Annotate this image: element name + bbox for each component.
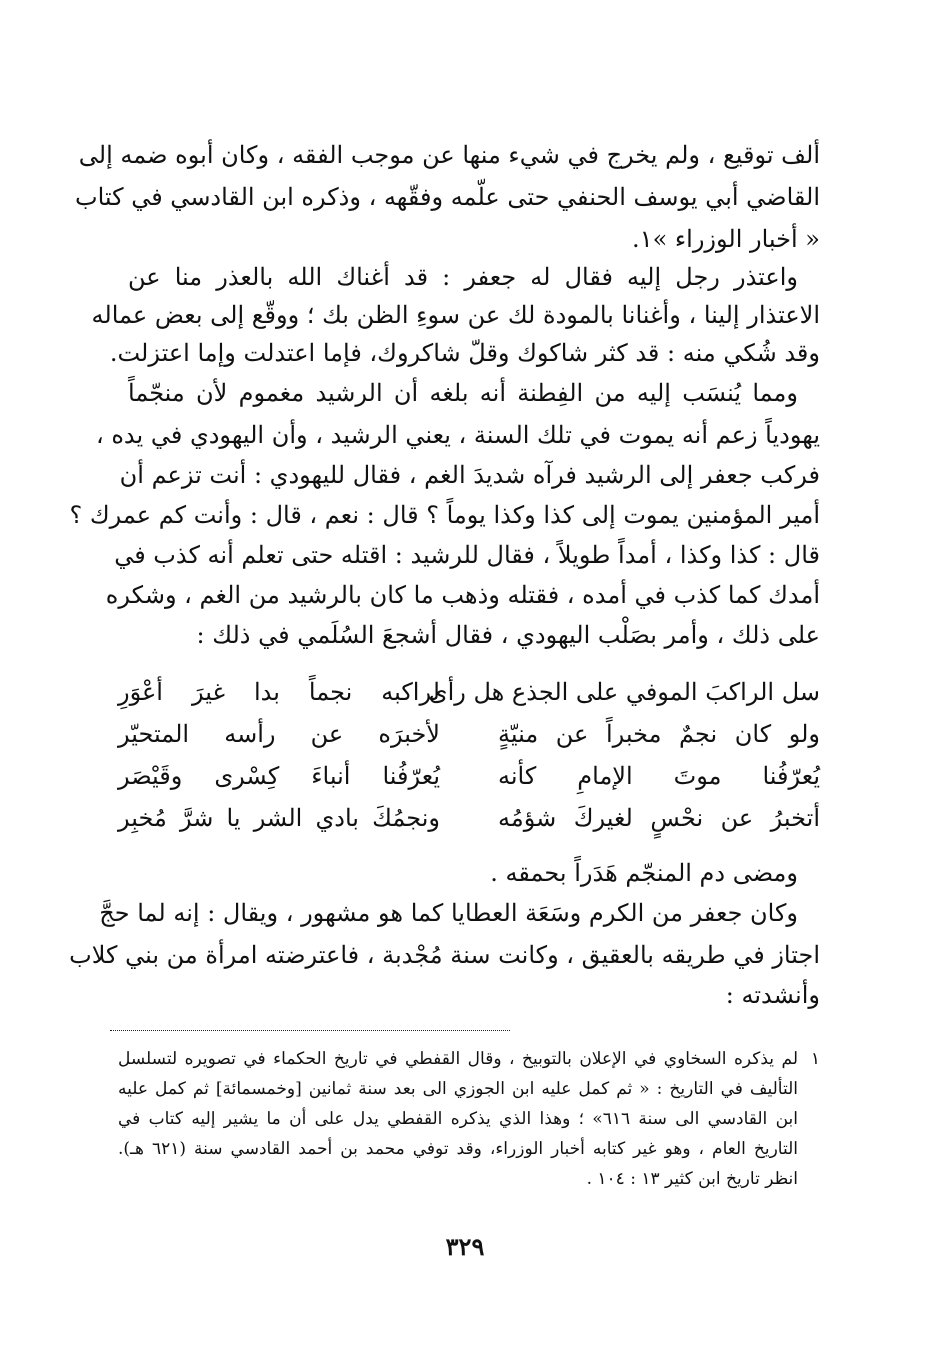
poem-second-hemistich: لراكبه نجماً بدا غيرَ أعْوَرِ xyxy=(118,678,440,706)
text-line: وأنشدته : xyxy=(725,981,820,1009)
poem-first-hemistich: أتخبرُ عن نحْسٍ لغيركَ شؤمُه xyxy=(498,804,820,832)
poem-verse xyxy=(118,716,820,752)
poem-second-hemistich: يُعرّفُنا أنباءَ كِسْرى وقَيْصَر xyxy=(118,762,440,790)
text-line: يهودياً زعم أنه يموت في تلك السنة ، يعني الرشيد ، وأن اليهودي في يده ، xyxy=(95,421,820,449)
footnote-line: انظر تاريخ ابن كثير ١٣ : ١٠٤ . xyxy=(586,1169,798,1189)
page-number: ٣٢٩ xyxy=(445,1232,485,1261)
footnote-number: ١ xyxy=(810,1049,820,1069)
poem-second-hemistich: ونجمُكَ بادي الشر يا شرَّ مُخبِر xyxy=(118,804,440,832)
poem-first-hemistich: يُعرّفُنا موتَ الإمامِ كأنه xyxy=(498,762,820,790)
poem-verse xyxy=(118,800,820,836)
text-line: واعتذر رجل إليه فقال له جعفر : قد أغناك الله بالعذر منا عن xyxy=(128,263,798,291)
poem-first-hemistich: ولو كان نجمٌ مخبراً عن منيّةٍ xyxy=(498,720,820,748)
text-line: على ذلك ، وأمر بصَلْب اليهودي ، فقال أشجعَ السُلَمي في ذلك : xyxy=(196,621,820,649)
footnote-line: التاريخ العام ، وهو غير كتابه أخبار الوزراء، وقد توفي محمد بن أحمد القادسي سنة (٦٢١ هـ). xyxy=(118,1139,798,1159)
text-line: « أخبار الوزراء »١. xyxy=(632,225,820,253)
text-line: وقد شُكي منه : قد كثر شاكوك وقلّ شاكروك، فإما اعتدلت وإما اعتزلت. xyxy=(109,339,820,367)
footnote-line: التأليف في التاريخ : « ثم كمل عليه ابن الجوزي الى بعد سنة ثمانين [وخمسمائة] ثم كمل عليه xyxy=(118,1079,798,1099)
text-line: الاعتذار إلينا ، وأغنانا بالمودة لك عن سوءِ الظن بك ؛ ووقّع إلى بعض عماله xyxy=(91,301,820,329)
text-line: فركب جعفر إلى الرشيد فرآه شديدَ الغم ، فقال لليهودي : أنت تزعم أن xyxy=(119,461,820,489)
text-line: القاضي أبي يوسف الحنفي حتى علّمه وفقّهه ، وذكره ابن القادسي في كتاب xyxy=(75,183,820,211)
footnote-line: لم يذكره السخاوي في الإعلان بالتوبيخ ، وقال القفطي في تاريخ الحكماء في تصويره لتسلسل xyxy=(118,1049,798,1069)
poem-verse xyxy=(118,758,820,794)
poem-second-hemistich: لأخبرَه عن رأسه المتحيّر xyxy=(118,720,440,748)
text-line: أمدك كما كذب في أمده ، فقتله وذهب ما كان بالرشيد من الغم ، وشكره xyxy=(105,581,820,609)
poem-verse xyxy=(118,674,820,710)
footnote-separator xyxy=(110,1030,510,1031)
poem-first-hemistich: سل الراكبَ الموفي على الجذع هل رأى xyxy=(428,678,820,706)
text-line: أمير المؤمنين يموت إلى كذا وكذا يوماً ؟ قال : نعم ، قال : وأنت كم عمرك ؟ xyxy=(69,501,820,529)
text-line: قال : كذا وكذا ، أمداً طويلاً ، فقال للرشيد : اقتله حتى تعلم أنه كذب في xyxy=(114,541,820,569)
text-line: ومما يُنسَب إليه من الفِطنة أنه بلغه أن الرشيد مغموم لأن منجّماً xyxy=(128,379,798,407)
footnote-line: ابن القادسي الى سنة ٦١٦» ؛ وهذا الذي يذكره القفطي يدل على أن ما يشير إليه كتاب في xyxy=(118,1109,798,1129)
text-line: وكان جعفر من الكرم وسَعَة العطايا كما هو مشهور ، ويقال : إنه لما حجَّ xyxy=(99,899,798,927)
text-line: ومضى دم المنجّم هَدَراً بحمقه . xyxy=(490,859,798,887)
text-line: ألف توقيع ، ولم يخرج في شيء منها عن موجب الفقه ، وكان أبوه ضمه إلى xyxy=(78,141,820,169)
text-line: اجتاز في طريقه بالعقيق ، وكانت سنة مُجْدبة ، فاعترضته امرأة من بني كلاب xyxy=(69,941,820,969)
